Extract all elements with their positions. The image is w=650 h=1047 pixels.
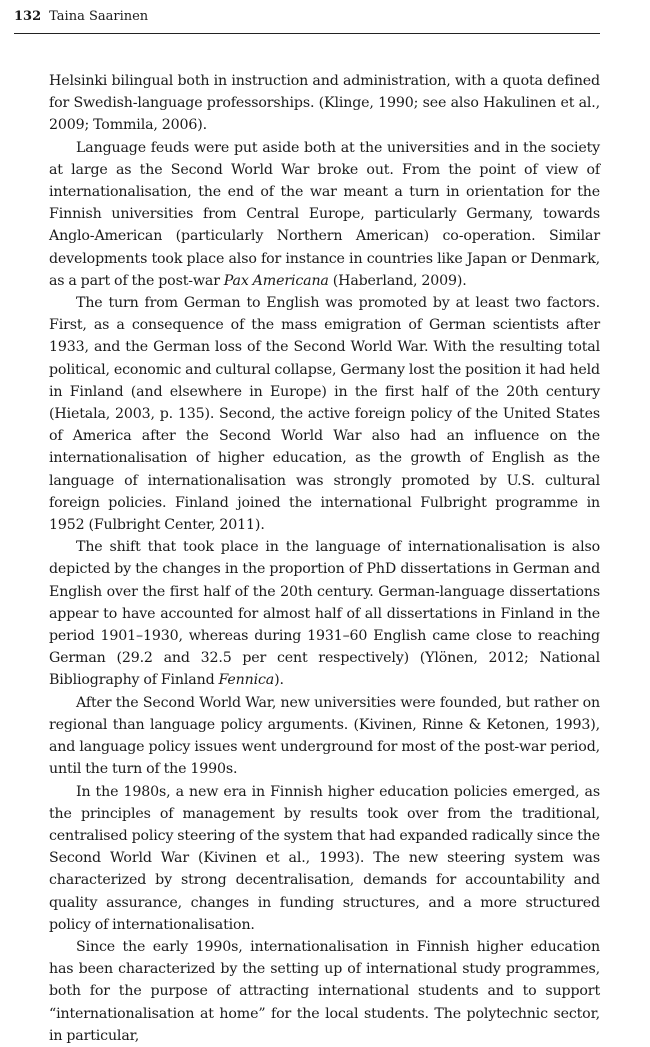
paragraph-3 — [49, 292, 600, 536]
paragraph-text: Language feuds were put aside both at the universities and in the society at large as the Second World War broke out. From the point of view of internationalisation, the end of the war meant a turn in orientation for the Finnish universities from Central Europe, particularly Germany, towards Anglo-American (particularly Northern American) co-operation. Similar developments took place also for instance in countries like Japan or Denmark, as a part of the post-war — [49, 139, 600, 289]
paragraph-text: The turn from German to English was promoted by at least two factors. First, as a consequence of the mass emigration of German scientists after 1933, and the German loss of the Second World War. With the resulting total political, economic and cultural collapse, Germany lost the position it had held in Finland (and elsewhere in Europe) in the first half of the 20th century (Hietala, 2003, p. 135). Second, the active foreign policy of the United States of America after the Second World War also had an influence on the internationalisation of higher education, as the growth of English as the language of internationalisation was strongly promoted by U.S. cultural foreign policies. Finland joined the international Fulbright programme in 1952 (Fulbright Center, 2011). — [49, 295, 600, 534]
paragraph-text-end: (Haberland, 2009). — [328, 272, 467, 289]
paragraph-2 — [49, 137, 600, 292]
paragraph-text: The shift that took place in the language of internationalisation is also depicted by the changes in the proportion of PhD dissertations in German and English over the first half of the 20th century. German-language dissertations appear to have accounted for almost half of all dissertations in Finland in the period 1901–1930, whereas during 1931–60 English came close to reaching German (29.2 and 32.5 per cent respectively) (Ylönen, 2012; National Bibliography of Finland — [49, 539, 600, 689]
paragraph-text: In the 1980s, a new era in Finnish higher education policies emerged, as the principles of management by results took over from the traditional, centralised policy steering of the system that had expanded radically since the Second World War (Kivinen et al., 1993). The new steering system was characterized by strong decentralisation, demands for accountability and quality assurance, changes in funding structures, and a more structured policy of internationalisation. — [49, 783, 600, 933]
paragraph-text: After the Second World War, new universities were founded, but rather on regional than language policy arguments. (Kivinen, Rinne & Ketonen, 1993), and language policy issues went underground for most of the post-war period, until the turn of the 1990s. — [49, 694, 600, 778]
paragraph-4 — [49, 536, 600, 691]
running-head-author: Taina Saarinen — [49, 9, 149, 24]
italic-term: Fennica — [218, 672, 275, 689]
running-head — [14, 8, 600, 34]
paragraph-text-end: ). — [274, 672, 284, 689]
body-text — [49, 70, 600, 1047]
paragraph-text: Since the early 1990s, internationalisation in Finnish higher education has been characterized by the setting up of international study programmes, both for the purpose of attracting international students and to support “internationalisation at home” for the local students. The polytechnic sector, in particular, — [49, 938, 600, 1044]
paragraph-5 — [49, 692, 600, 781]
paragraph-1 — [49, 70, 600, 137]
paragraph-text: Helsinki bilingual both in instruction and administration, with a quota defined for Swedish-language professorships. (Klinge, 1990; see also Hakulinen et al., 2009; Tommila, 2006). — [49, 73, 600, 134]
paragraph-7 — [49, 936, 600, 1047]
page-number: 132 — [14, 9, 42, 24]
paragraph-6 — [49, 781, 600, 936]
italic-term: Pax Americana — [223, 272, 329, 289]
